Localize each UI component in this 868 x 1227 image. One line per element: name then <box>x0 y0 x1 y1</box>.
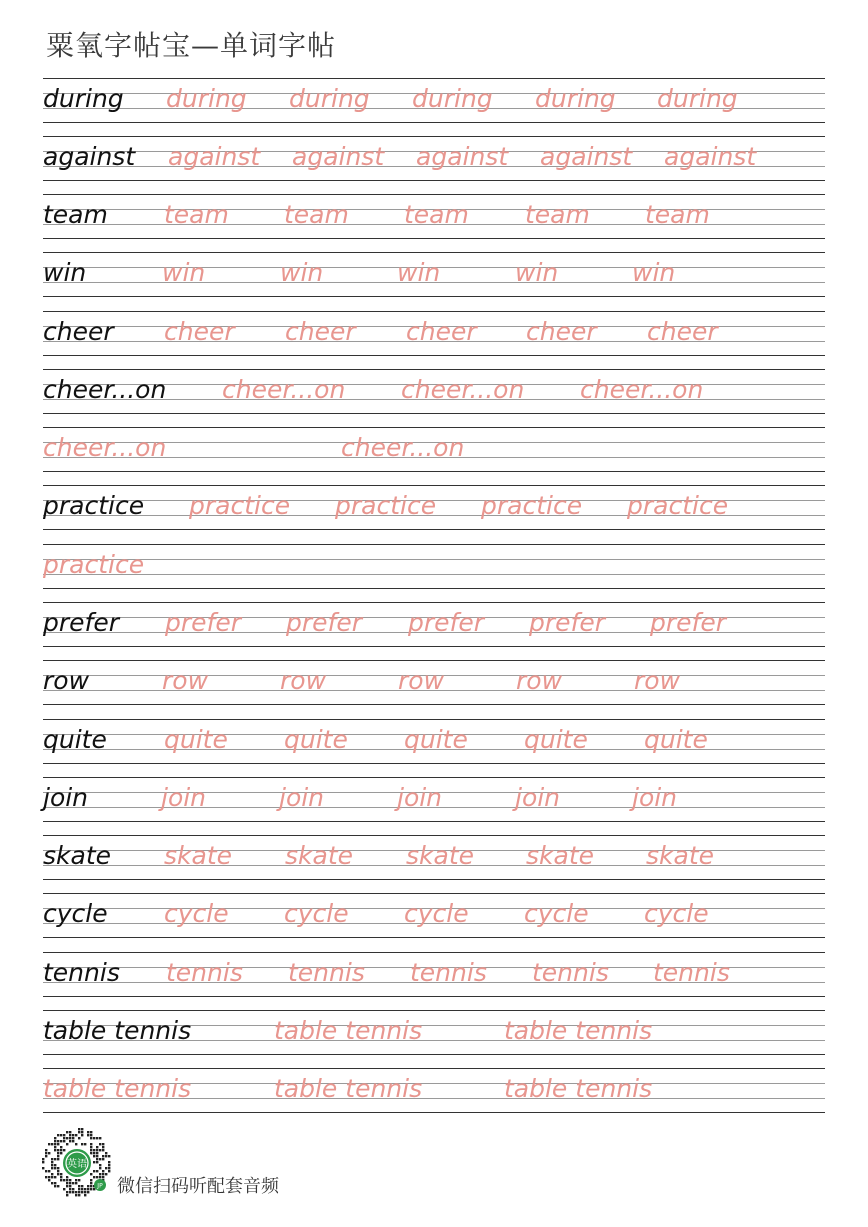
qr-module <box>60 1134 62 1136</box>
trace-word: quite <box>644 725 708 754</box>
qr-module <box>93 1149 95 1151</box>
guide-line <box>43 544 825 545</box>
qr-module <box>108 1170 110 1172</box>
qr-module <box>93 1155 95 1157</box>
trace-word: practice <box>481 491 583 520</box>
qr-module <box>96 1161 98 1163</box>
qr-module <box>66 1137 68 1139</box>
qr-module <box>108 1167 110 1169</box>
qr-module <box>54 1137 56 1139</box>
trace-word: win <box>280 258 324 287</box>
qr-module <box>99 1149 101 1151</box>
trace-word: skate <box>164 841 233 870</box>
model-word: cycle <box>43 899 108 928</box>
writing-row <box>43 1067 825 1125</box>
model-word: prefer <box>43 608 119 637</box>
model-word: table tennis <box>43 1016 192 1045</box>
trace-word: join <box>632 783 678 812</box>
writing-row <box>43 77 825 135</box>
qr-module <box>102 1146 104 1148</box>
qr-module <box>105 1167 107 1169</box>
writing-row <box>43 426 825 484</box>
trace-word: row <box>634 666 681 695</box>
trace-word: cycle <box>644 899 709 928</box>
trace-word: prefer <box>408 608 484 637</box>
qr-module <box>93 1152 95 1154</box>
qr-module <box>42 1167 44 1169</box>
qr-module <box>105 1173 107 1175</box>
qr-module <box>72 1188 74 1190</box>
trace-word: row <box>398 666 445 695</box>
qr-module <box>90 1182 92 1184</box>
trace-word: cheer <box>526 317 597 346</box>
qr-module <box>81 1185 83 1187</box>
qr-module <box>45 1155 47 1157</box>
qr-module <box>57 1143 59 1145</box>
qr-module <box>108 1155 110 1157</box>
qr-module <box>54 1164 56 1166</box>
writing-row <box>43 601 825 659</box>
qr-module <box>51 1176 53 1178</box>
qr-module <box>90 1146 92 1148</box>
model-word: skate <box>43 841 112 870</box>
qr-module <box>69 1131 71 1133</box>
qr-module <box>72 1191 74 1193</box>
trace-word: tennis <box>166 958 243 987</box>
trace-word: practice <box>189 491 291 520</box>
writing-row <box>43 193 825 251</box>
qr-module <box>57 1167 59 1169</box>
guide-line <box>43 529 825 530</box>
qr-module <box>69 1137 71 1139</box>
qr-module <box>66 1185 68 1187</box>
qr-module <box>48 1179 50 1181</box>
writing-row <box>43 135 825 193</box>
writing-row <box>43 484 825 542</box>
qr-module <box>54 1146 56 1148</box>
trace-word: join <box>397 783 443 812</box>
writing-row <box>43 776 825 834</box>
trace-word: cycle <box>404 899 469 928</box>
qr-module <box>63 1137 65 1139</box>
qr-module <box>48 1152 50 1154</box>
qr-code-icon[interactable] <box>42 1128 112 1198</box>
qr-module <box>72 1140 74 1142</box>
qr-module <box>90 1188 92 1190</box>
qr-module <box>54 1158 56 1160</box>
qr-module <box>75 1191 77 1193</box>
guide-line <box>43 559 825 560</box>
guide-line <box>43 996 825 997</box>
qr-module <box>84 1191 86 1193</box>
qr-module <box>96 1146 98 1148</box>
trace-word: cycle <box>284 899 349 928</box>
qr-module <box>69 1140 71 1142</box>
qr-module <box>93 1137 95 1139</box>
writing-row <box>43 251 825 309</box>
guide-line <box>43 763 825 764</box>
writing-row <box>43 659 825 717</box>
audio-caption: 微信扫码听配套音频 <box>117 1176 279 1197</box>
model-word: row <box>43 666 90 695</box>
trace-word: table tennis <box>274 1074 423 1103</box>
qr-module <box>60 1176 62 1178</box>
qr-module <box>87 1191 89 1193</box>
trace-word: table tennis <box>43 1074 192 1103</box>
qr-module <box>102 1158 104 1160</box>
qr-module <box>69 1182 71 1184</box>
model-word: tennis <box>43 958 120 987</box>
model-word: during <box>43 84 124 113</box>
qr-module <box>99 1158 101 1160</box>
qr-module <box>69 1134 71 1136</box>
qr-module <box>78 1131 80 1133</box>
qr-module <box>108 1164 110 1166</box>
qr-module <box>87 1131 89 1133</box>
qr-module <box>99 1173 101 1175</box>
qr-module <box>99 1164 101 1166</box>
qr-module <box>54 1182 56 1184</box>
qr-module <box>60 1173 62 1175</box>
qr-module <box>54 1149 56 1151</box>
trace-word: team <box>525 200 590 229</box>
trace-word: tennis <box>653 958 730 987</box>
trace-word: cycle <box>164 899 229 928</box>
qr-module <box>51 1143 53 1145</box>
guide-line <box>43 704 825 705</box>
trace-word: cycle <box>524 899 589 928</box>
qr-module <box>90 1173 92 1175</box>
qr-module <box>63 1179 65 1181</box>
model-word: team <box>43 200 108 229</box>
page-title: 粟氧字帖宝—单词字帖 <box>46 29 337 62</box>
model-word: cheer...on <box>43 375 167 404</box>
trace-word: prefer <box>165 608 241 637</box>
trace-word: row <box>516 666 563 695</box>
trace-word: tennis <box>288 958 365 987</box>
trace-word: team <box>164 200 229 229</box>
qr-module <box>102 1149 104 1151</box>
writing-row <box>43 368 825 426</box>
qr-module <box>96 1137 98 1139</box>
trace-word: quite <box>524 725 588 754</box>
guide-line <box>43 821 825 822</box>
trace-word: cheer...on <box>341 433 465 462</box>
writing-row <box>43 543 825 601</box>
qr-corner-label: JP <box>97 1182 103 1190</box>
qr-module <box>90 1131 92 1133</box>
qr-module <box>102 1176 104 1178</box>
qr-module <box>45 1170 47 1172</box>
qr-module <box>48 1176 50 1178</box>
qr-module <box>84 1188 86 1190</box>
qr-module <box>60 1179 62 1181</box>
trace-word: cheer...on <box>401 375 525 404</box>
qr-module <box>99 1176 101 1178</box>
qr-module <box>102 1173 104 1175</box>
qr-module <box>102 1143 104 1145</box>
trace-word: practice <box>627 491 729 520</box>
qr-module <box>90 1185 92 1187</box>
qr-module <box>57 1152 59 1154</box>
audio-footer <box>42 1128 362 1198</box>
qr-module <box>108 1161 110 1163</box>
trace-word: join <box>515 783 561 812</box>
qr-module <box>42 1161 44 1163</box>
qr-module <box>81 1188 83 1190</box>
qr-module <box>96 1149 98 1151</box>
trace-word: practice <box>43 550 145 579</box>
qr-module <box>84 1143 86 1145</box>
qr-module <box>90 1152 92 1154</box>
qr-module <box>96 1176 98 1178</box>
qr-module <box>78 1179 80 1181</box>
qr-module <box>63 1134 65 1136</box>
qr-module <box>54 1185 56 1187</box>
qr-module <box>51 1158 53 1160</box>
trace-word: team <box>645 200 710 229</box>
guide-line <box>43 574 825 575</box>
qr-module <box>81 1191 83 1193</box>
trace-word: against <box>664 142 757 171</box>
qr-module <box>105 1152 107 1154</box>
trace-word: team <box>404 200 469 229</box>
qr-module <box>66 1194 68 1196</box>
guide-line <box>43 879 825 880</box>
qr-module <box>102 1170 104 1172</box>
trace-word: win <box>162 258 206 287</box>
model-word: quite <box>43 725 107 754</box>
trace-word: join <box>279 783 325 812</box>
qr-module <box>69 1191 71 1193</box>
guide-line <box>43 355 825 356</box>
qr-module <box>75 1143 77 1145</box>
trace-word: prefer <box>650 608 726 637</box>
qr-module <box>57 1134 59 1136</box>
qr-module <box>72 1137 74 1139</box>
qr-badge-label: 英语 <box>67 1159 87 1170</box>
qr-module <box>90 1137 92 1139</box>
trace-word: win <box>515 258 559 287</box>
guide-line <box>43 122 825 123</box>
qr-module <box>57 1149 59 1151</box>
trace-word: table tennis <box>274 1016 423 1045</box>
trace-word: prefer <box>286 608 362 637</box>
qr-module <box>48 1170 50 1172</box>
qr-module <box>87 1134 89 1136</box>
qr-module <box>51 1164 53 1166</box>
qr-module <box>45 1176 47 1178</box>
qr-module <box>75 1194 77 1196</box>
trace-word: cheer...on <box>43 433 167 462</box>
guide-line <box>43 413 825 414</box>
guide-line <box>43 588 825 589</box>
trace-word: row <box>162 666 209 695</box>
qr-module <box>105 1155 107 1157</box>
qr-module <box>66 1176 68 1178</box>
writing-row <box>43 892 825 950</box>
qr-module <box>93 1176 95 1178</box>
qr-module <box>63 1140 65 1142</box>
writing-row <box>43 834 825 892</box>
qr-module <box>87 1188 89 1190</box>
guide-line <box>43 238 825 239</box>
trace-word: against <box>540 142 633 171</box>
qr-module <box>78 1194 80 1196</box>
qr-module <box>57 1170 59 1172</box>
trace-word: during <box>657 84 738 113</box>
guide-line <box>43 646 825 647</box>
qr-module <box>99 1137 101 1139</box>
writing-row <box>43 718 825 776</box>
qr-module <box>72 1134 74 1136</box>
qr-module <box>96 1170 98 1172</box>
model-word: cheer <box>43 317 114 346</box>
trace-word: during <box>289 84 370 113</box>
qr-module <box>81 1143 83 1145</box>
qr-module <box>63 1149 65 1151</box>
trace-word: practice <box>335 491 437 520</box>
trace-word: quite <box>284 725 348 754</box>
qr-module <box>57 1158 59 1160</box>
qr-module <box>66 1143 68 1145</box>
trace-word: against <box>168 142 261 171</box>
qr-module <box>51 1173 53 1175</box>
qr-module <box>90 1134 92 1136</box>
qr-module <box>54 1176 56 1178</box>
qr-module <box>84 1194 86 1196</box>
trace-word: team <box>284 200 349 229</box>
qr-module <box>48 1143 50 1145</box>
qr-module <box>90 1179 92 1181</box>
model-word: against <box>43 142 136 171</box>
trace-word: against <box>292 142 385 171</box>
trace-word: cheer <box>406 317 477 346</box>
qr-module <box>66 1182 68 1184</box>
qr-module <box>78 1188 80 1190</box>
trace-word: skate <box>646 841 715 870</box>
qr-module <box>57 1173 59 1175</box>
qr-module <box>75 1179 77 1181</box>
model-word: join <box>43 783 89 812</box>
qr-module <box>93 1170 95 1172</box>
qr-module <box>96 1155 98 1157</box>
qr-module <box>54 1140 56 1142</box>
qr-module <box>69 1185 71 1187</box>
trace-word: against <box>416 142 509 171</box>
trace-word: skate <box>526 841 595 870</box>
model-word: practice <box>43 491 145 520</box>
trace-word: skate <box>406 841 475 870</box>
qr-module <box>90 1149 92 1151</box>
model-word: win <box>43 258 87 287</box>
qr-module <box>51 1167 53 1169</box>
trace-word: cheer...on <box>222 375 346 404</box>
qr-module <box>90 1143 92 1145</box>
trace-word: join <box>161 783 207 812</box>
qr-module <box>60 1146 62 1148</box>
qr-module <box>51 1182 53 1184</box>
qr-module <box>96 1152 98 1154</box>
qr-module <box>66 1191 68 1193</box>
trace-word: quite <box>164 725 228 754</box>
qr-module <box>63 1188 65 1190</box>
qr-module <box>102 1155 104 1157</box>
qr-module <box>45 1152 47 1154</box>
qr-module <box>81 1134 83 1136</box>
writing-row <box>43 951 825 1009</box>
qr-module <box>42 1158 44 1160</box>
qr-module <box>60 1149 62 1151</box>
qr-module <box>45 1149 47 1151</box>
qr-module <box>75 1134 77 1136</box>
guide-line <box>43 1112 825 1113</box>
qr-module <box>99 1167 101 1169</box>
trace-word: prefer <box>529 608 605 637</box>
qr-module <box>75 1182 77 1184</box>
qr-module <box>54 1167 56 1169</box>
trace-word: cheer <box>164 317 235 346</box>
qr-module <box>93 1161 95 1163</box>
qr-module <box>99 1143 101 1145</box>
qr-module <box>57 1140 59 1142</box>
trace-word: row <box>280 666 327 695</box>
qr-module <box>57 1185 59 1187</box>
guide-line <box>43 471 825 472</box>
trace-word: tennis <box>410 958 487 987</box>
trace-word: quite <box>404 725 468 754</box>
guide-line <box>43 1054 825 1055</box>
qr-module <box>60 1140 62 1142</box>
trace-word: tennis <box>532 958 609 987</box>
trace-word: win <box>632 258 676 287</box>
qr-module <box>81 1131 83 1133</box>
trace-word: cheer <box>647 317 718 346</box>
trace-word: table tennis <box>504 1074 653 1103</box>
qr-module <box>66 1131 68 1133</box>
qr-module <box>96 1158 98 1160</box>
qr-module <box>57 1155 59 1157</box>
trace-word: during <box>535 84 616 113</box>
qr-module <box>78 1191 80 1193</box>
guide-line <box>43 180 825 181</box>
trace-word: win <box>397 258 441 287</box>
qr-module <box>78 1128 80 1130</box>
guide-line <box>43 296 825 297</box>
trace-word: table tennis <box>504 1016 653 1045</box>
qr-module <box>51 1161 53 1163</box>
qr-module <box>78 1185 80 1187</box>
guide-line <box>43 937 825 938</box>
qr-module <box>69 1188 71 1190</box>
qr-module <box>60 1152 62 1154</box>
qr-module <box>81 1128 83 1130</box>
writing-row <box>43 1009 825 1067</box>
trace-word: cheer...on <box>580 375 704 404</box>
qr-module <box>54 1143 56 1145</box>
writing-row <box>43 310 825 368</box>
qr-module <box>72 1182 74 1184</box>
qr-module <box>69 1179 71 1181</box>
qr-module <box>66 1179 68 1181</box>
trace-word: cheer <box>285 317 356 346</box>
qr-module <box>78 1137 80 1139</box>
trace-word: skate <box>285 841 354 870</box>
trace-word: during <box>166 84 247 113</box>
trace-word: during <box>412 84 493 113</box>
qr-module <box>87 1185 89 1187</box>
